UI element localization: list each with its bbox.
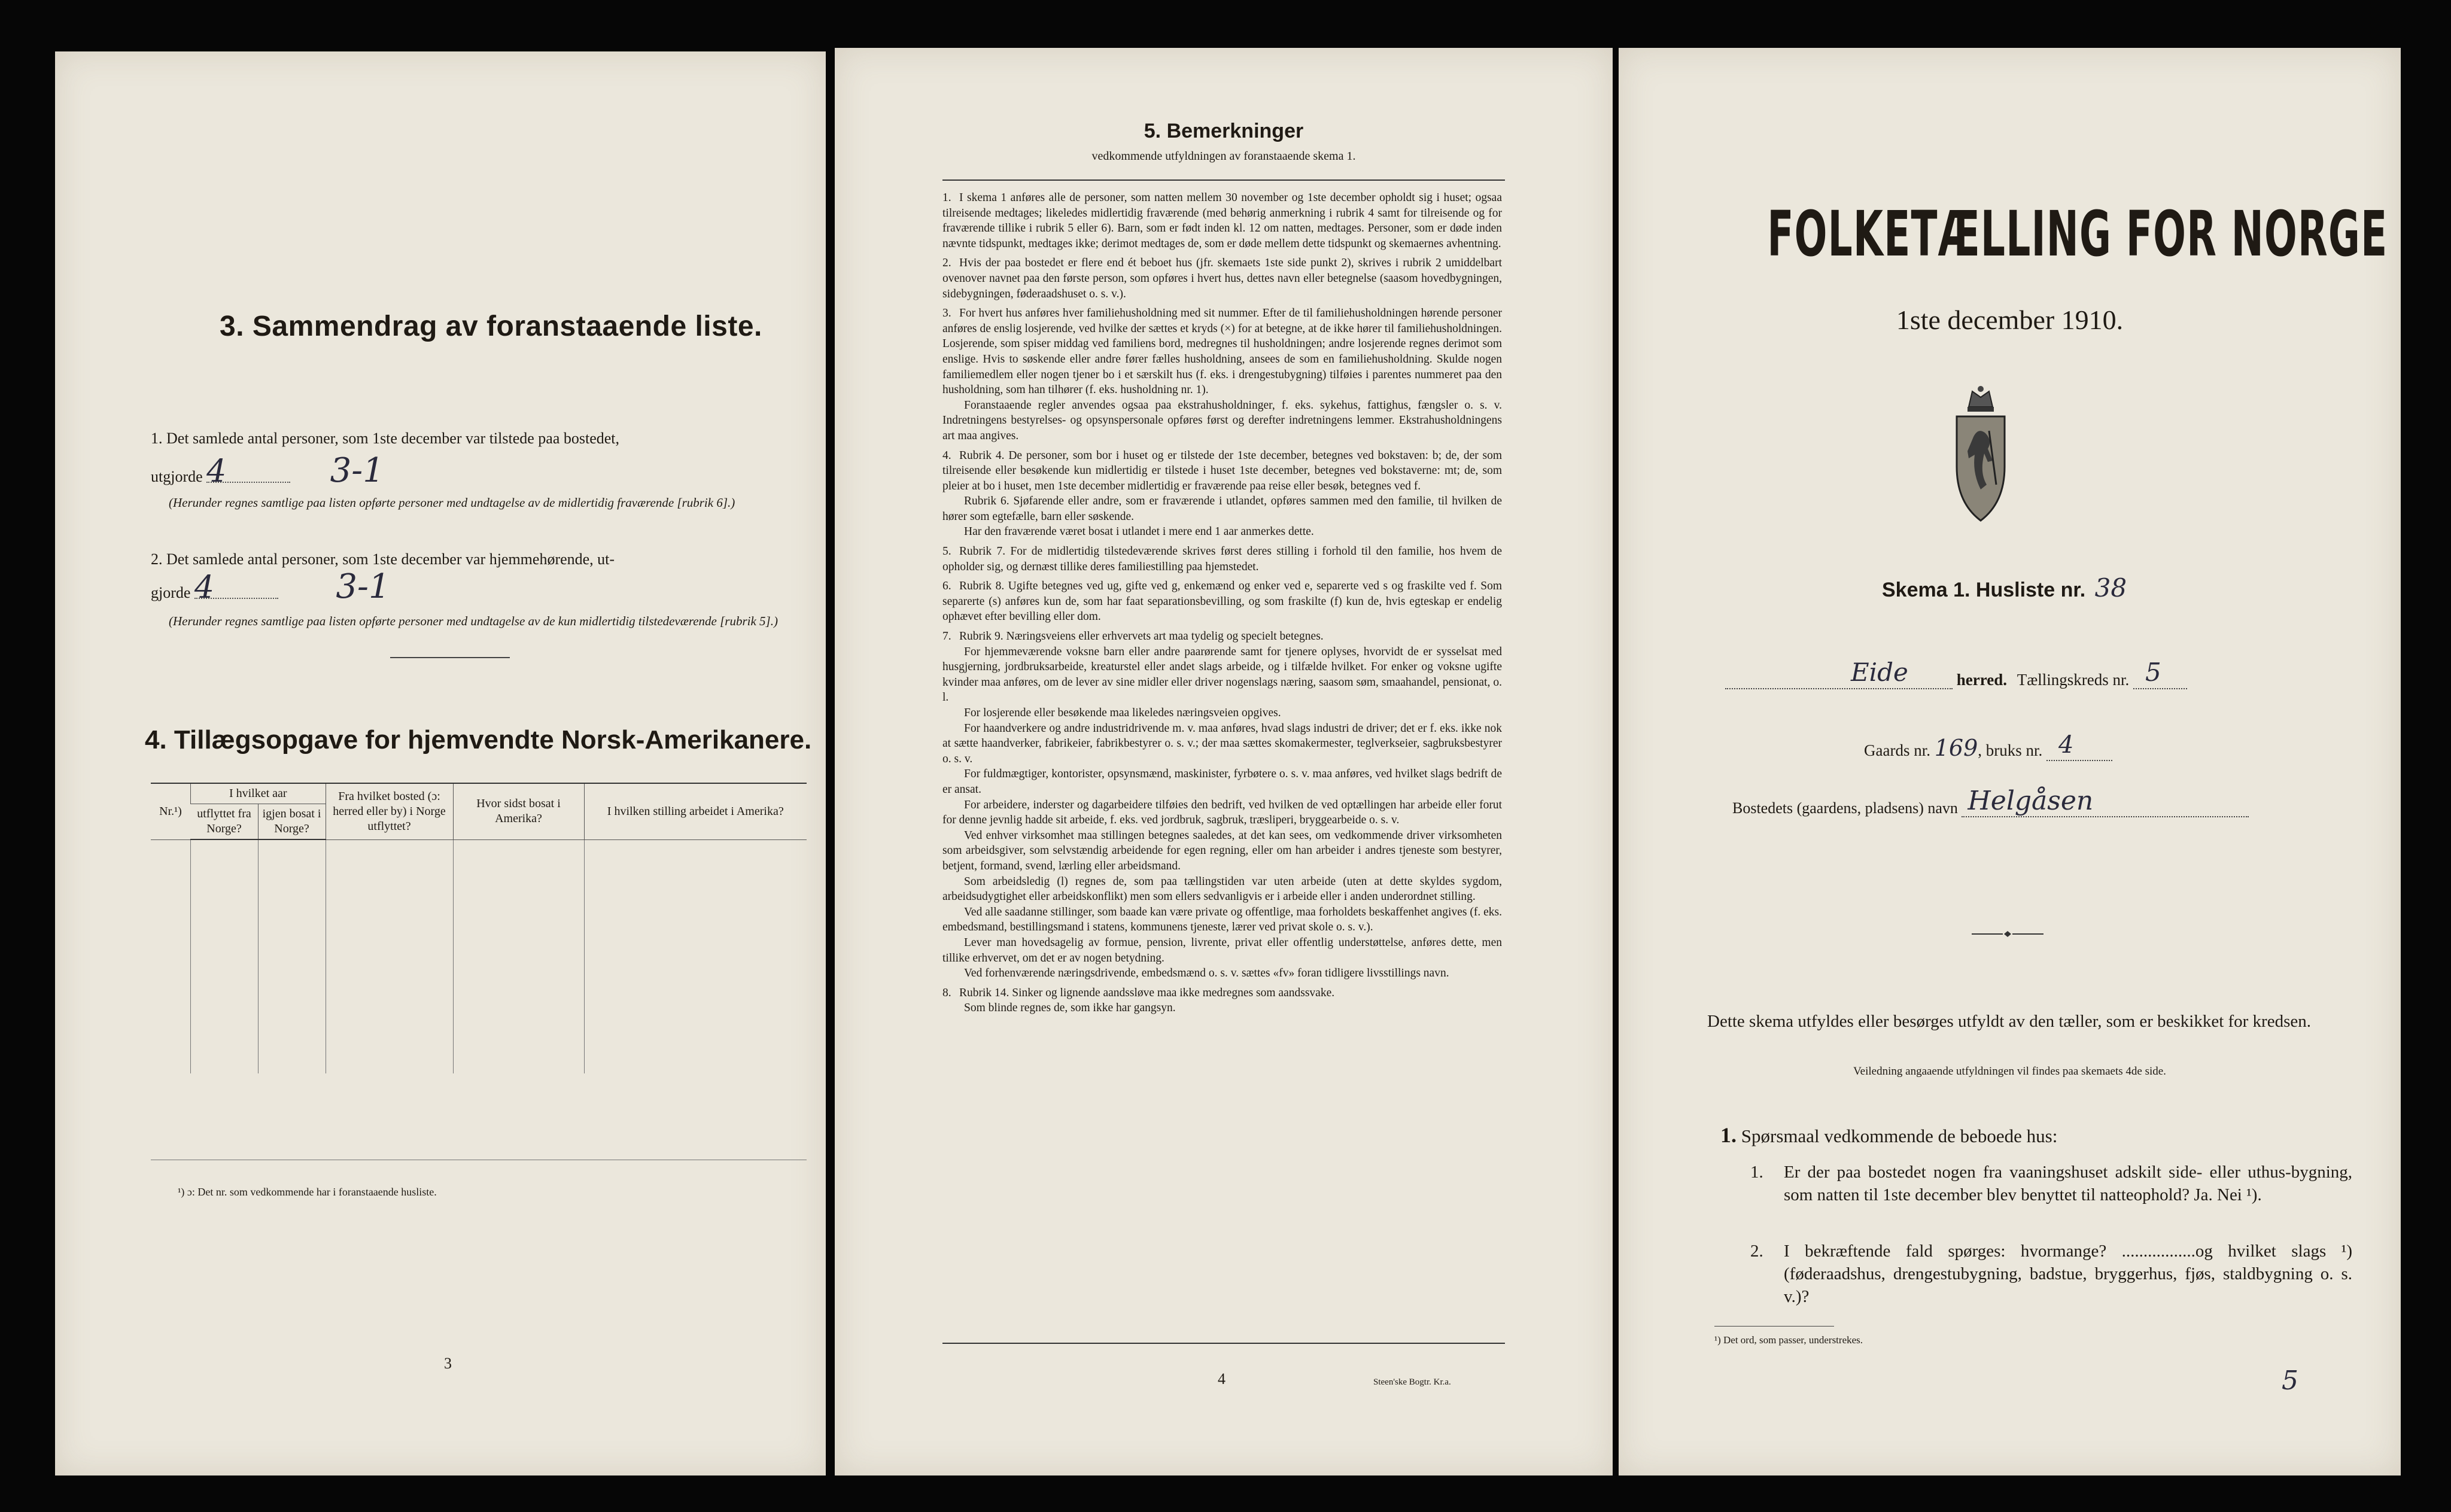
bruks-label: , bruks nr. (1978, 741, 2043, 759)
printer-mark: Steen'ske Bogtr. Kr.a. (1373, 1377, 1451, 1387)
question-2 (1750, 1240, 2355, 1318)
item1-text: 1. Det samlede antal personer, som 1ste december var tilstede paa bostedet, (151, 430, 620, 447)
remark-subparagraph: Ved forhenværende næringsdrivende, embedsmænd o. s. v. sættes «fv» foran tidligere livsstillings navn. (964, 967, 1449, 980)
remark-number: 7. (942, 630, 951, 643)
remark-item (942, 629, 1502, 644)
remark-subparagraph: Rubrik 6. Sjøfarende eller andre, som er fraværende i utlandet, opføres sammen med den familie, til hvilken de hører som egtefælle, barn eller søskende. (942, 495, 1502, 523)
remark-text: Rubrik 4. De personer, som bor i huset og er tilstede der 1ste december, betegnes ved bokstaven: b; de, der som tilreisende eller besøkende kun midlertidig er tilstede i huset 1ste december, betegnes ved bokstaverne: mt; de, som pleier at bo i huset, men 1ste december midlertidig er fraværende paa reise eller besøk, betegnes ved f. (942, 449, 1502, 492)
page-number-middle: 4 (1218, 1370, 1226, 1388)
norsk-amerikanere-table (151, 783, 807, 1073)
bruks-value: 4 (2058, 731, 2074, 759)
remark-number: 8. (942, 986, 951, 999)
top-rule (942, 180, 1505, 181)
herred-line (1725, 658, 2187, 689)
bottom-rule (942, 1343, 1505, 1344)
remark-number: 2. (942, 257, 951, 270)
q1-text: Er der paa bostedet nogen fra vaaningshuset adskilt side- eller uthus-bygning, som natten til 1ste december blev benyttet til natteophold? Ja. Nei ¹). (1784, 1163, 2352, 1204)
herred-value: Eide (1851, 658, 1908, 687)
item1-note: (Herunder regnes samtlige paa listen opførte personer med undtagelse av de midlertidig fraværende [rubrik 6].) (169, 495, 735, 510)
remark-subparagraph: Har den fraværende været bosat i utlandet i mere end 1 aar anmerkes dette. (964, 525, 1314, 539)
intro-text: Dette skema utfyldes eller besørges utfyldt av den tæller, som er beskikket for kredsen. (1707, 1012, 2311, 1031)
header-fra-bosted: Fra hvilket bosted (ɔ: herred eller by) i Norge utflyttet? (326, 783, 453, 839)
remark-text: For hvert hus anføres hver familiehusholdning med sit nummer. Efter de til familiehusholdningen hørende personer anføres de enslig losjerende, ved hvilke der sættes et kryds (×) for at betegne, at de ikke hører til familiehusholdningen. Losjerende, som spiser middag ved familiens bord, medregnes til husholdningen; andre losjerende regnes derimot som enslige. Hvis to søskende eller andre fører fælles husholdning, ansees de som en familiehusholdning. Skulde nogen familiemedlem eller nogen tjener bo i et særskilt hus (f. eks. i drengestubygning) tilføies i parentes nummeret paa den husholdning, som han tilhører (f. eks. husholdning nr. 1). (942, 307, 1502, 397)
q1-num: 1. (1750, 1163, 1763, 1182)
krets-value: 5 (2145, 658, 2161, 687)
page-left (55, 51, 826, 1476)
item2-prefix: gjorde (151, 584, 191, 601)
footnote-rule (1714, 1326, 1834, 1327)
divider (390, 657, 510, 658)
item2-text: 2. Det samlede antal personer, som 1ste december var hjemmehørende, ut- (151, 550, 615, 568)
header-stilling: I hvilken stilling arbeidet i Amerika? (584, 783, 807, 839)
question-heading-num: 1. (1720, 1123, 1737, 1147)
item1-hand-extra: 3-1 (330, 451, 384, 490)
question-heading (1720, 1122, 2057, 1148)
remark-text: Hvis der paa bostedet er flere end ét beboet hus (jfr. skemaets 1ste side punkt 2), skrives i rubrik 2 umiddelbart ovenover navnet paa den første person, som opføres i hvert hus, dettes navn eller betegnelse (saasom hovedbygningen, sidebygningen, føderaadshuset o. s. v.). (942, 257, 1502, 300)
item2-answer-line (151, 567, 785, 606)
section5-subtitle: vedkommende utfyldningen av foranstaaende skema 1. (1091, 150, 1356, 163)
remark-item (942, 544, 1502, 574)
table-row (151, 887, 807, 933)
main-title: FOLKETÆLLING FOR NORGE (1767, 197, 2388, 270)
skema-line (1882, 573, 2127, 603)
remark-subparagraph: For fuldmægtiger, kontorister, opsynsmænd, maskinister, fyrbøtere o. s. v. maa anføres, ved hvilket slags bedrift de er ansat. (942, 768, 1502, 796)
question-1 (1750, 1161, 2355, 1239)
remark-item (942, 579, 1502, 625)
remark-subparagraph: Foranstaaende regler anvendes ogsaa paa ekstrahusholdninger, f. eks. sykehus, fattighus, fængsler o. s. v. Indretningens bestyrelses- og opsynspersonale opføres først og derefter indretningens lemmer. Ekstrahusholdningens art maa angives. (942, 398, 1502, 442)
remark-text: Rubrik 9. Næringsveiens eller erhvervets art maa tydelig og specielt betegnes. (959, 630, 1324, 643)
item2-hand-value: 4 (194, 577, 278, 599)
header-igjen-bosat: igjen bosat i Norge? (258, 804, 326, 840)
bosted-value: Helgåsen (1968, 786, 2094, 816)
remark-number: 5. (942, 545, 951, 558)
table-row (151, 839, 807, 887)
krets-label: Tællingskreds nr. (2017, 671, 2130, 689)
remark-number: 3. (942, 307, 951, 320)
corner-mark: 5 (2282, 1365, 2298, 1396)
section4-title: 4. Tillægsopgave for hjemvendte Norsk-Amerikanere. (145, 725, 812, 755)
remark-item (942, 448, 1502, 494)
item2-hand-extra: 3-1 (336, 567, 390, 606)
header-utflyttet: utflyttet fra Norge? (191, 804, 259, 840)
husliste-nr: 38 (2094, 573, 2127, 603)
remark-number: 4. (942, 449, 951, 462)
gaards-line (1864, 731, 2112, 761)
header-hvor-sidst: Hvor sidst bosat i Amerika? (453, 783, 584, 839)
item1-answer-line (151, 451, 785, 490)
remark-subparagraph: Som blinde regnes de, som ikke har gangsyn. (964, 1002, 1176, 1015)
right-footnote: ¹) Det ord, som passer, understrekes. (1714, 1334, 1863, 1346)
remark-subparagraph: Som arbeidsledig (l) regnes de, som paa tællingstiden var uten arbeide (uten at dette skyldes sygdom, arbeidsudygtighet eller arbeidskonflikt) men som ellers sedvanligvis er i arbeide eller i anden underordnet stilling. (942, 875, 1502, 903)
norwegian-lion-crest-icon (1945, 383, 2017, 527)
remark-item (942, 255, 1502, 302)
section5-title: 5. Bemerkninger (1144, 120, 1304, 142)
question-heading-text: Spørsmaal vedkommende de beboede hus: (1741, 1125, 2058, 1146)
remark-item (942, 985, 1502, 1001)
remark-item (942, 190, 1502, 251)
intro-small: Veiledning angaaende utfyldningen vil findes paa skemaets 4de side. (1853, 1065, 2166, 1078)
remark-text: Rubrik 8. Ugifte betegnes ved ug, gifte ved g, enkemænd og enker ved e, separerte ved s og fraskilte ved f. Som separerte (s) anføres kun de, som har faat separationsbevilling, og som fraskilte (f) kun de, hvis egteskap er endelig ophævet efter bevilling eller dom. (942, 580, 1502, 623)
remark-subparagraph: For losjerende eller besøkende maa likeledes næringsveien opgives. (964, 707, 1281, 719)
skema-label: Skema 1. Husliste nr. (1882, 579, 2086, 601)
table-row (151, 933, 807, 980)
remark-subparagraph: Ved alle saadanne stillinger, som baade kan være private og offentlige, maa forholdets beskaffenhet angives (f. eks. embedsmand, bestillingsmand i statens, kommunens tjeneste, lærer ved privat skole o. s. v.). (942, 905, 1502, 934)
item2-note: (Herunder regnes samtlige paa listen opførte personer med undtagelse av de kun midlertidig tilstedeværende [rubrik 5].) (169, 614, 778, 628)
gaards-value: 169 (1934, 735, 1978, 761)
page-middle (835, 48, 1613, 1476)
item1-prefix: utgjorde (151, 468, 203, 485)
remark-text: I skema 1 anføres alle de personer, som natten mellem 30 november og 1ste december opholdt sig i huset; ogsaa tilreisende medtages; likeledes midlertidig fraværende (med behørig anmerkning i rubrik 4 samt for tilreisende og for fraværende tillike i rubrik 5 eller 6). Barn, som er født inden kl. 12 om natten, medtages. Personer, som er døde inden nævnte tidspunkt, medtages ikke; derimot medtages de, som er døde mellem dette tidspunkt og skemaernes avhentning. (942, 191, 1502, 250)
remark-subparagraph: For hjemmeværende voksne barn eller andre paarørende samt for tjenere oplyses, hvorvidt de er sysselsat med husgjerning, jordbruksarbeide, kreaturstel eller andet slags arbeide, og i tilfælde hvilket. For enker og voksne ugifte kvinder maa anføres, om de lever av sine midler eller driver nogenslags næring, saasom søm, smaahandel, pensionat, o. l. (942, 645, 1502, 704)
bosted-label: Bostedets (gaardens, pladsens) navn (1732, 799, 1958, 817)
herred-label: herred. (1956, 671, 2007, 689)
table-row (151, 1027, 807, 1073)
remark-text: Rubrik 14. Sinker og lignende aandssløve maa ikke medregnes som aandssvake. (959, 986, 1335, 999)
header-hvilket-aar: I hvilket aar (191, 783, 326, 804)
remark-subparagraph: Lever man hovedsagelig av formue, pension, livrente, privat eller offentlig understøttelse, anføres dette, men tillike erhvervet, om det er av nogen betydning. (942, 936, 1502, 965)
remark-number: 6. (942, 580, 951, 593)
left-footnote: ¹) ɔ: Det nr. som vedkommende har i foranstaaende husliste. (178, 1186, 437, 1198)
page-number-left: 3 (444, 1355, 452, 1372)
q2-num: 2. (1750, 1242, 1763, 1261)
remark-item (942, 306, 1502, 398)
item1-hand-value: 4 (206, 461, 290, 483)
remark-subparagraph: Ved enhver virksomhet maa stillingen betegnes saaledes, at det kan sees, om vedkommende driver virksomheten som arbeidsgiver, som selvstændig arbeidende for egen regning, eller om han arbeider i andres tjeneste som bestyrer, betjent, formand, svend, lærling eller arbeidsmand. (942, 829, 1502, 872)
census-date: 1ste december 1910. (1896, 305, 2124, 335)
table-row (151, 980, 807, 1027)
bosted-line (1732, 786, 2249, 817)
ornament-divider-icon (1972, 930, 2043, 938)
q2-text: I bekræftende fald spørges: hvormange? .................og hvilket slags ¹) (føderaadshus, drengestubygning, badstue, bryggerhus, fjøs, staldbygning o. s. v.)? (1784, 1242, 2352, 1306)
remark-text: Rubrik 7. For de midlertidig tilstedeværende skrives først deres stilling i forhold til den familie, hos hvem de opholder sig, og dernæst tillike deres familiestilling paa hjemstedet. (942, 545, 1502, 573)
section3-title: 3. Sammendrag av foranstaaende liste. (220, 311, 762, 342)
page-right (1619, 48, 2401, 1476)
remark-subparagraph: For haandverkere og andre industridrivende m. v. maa anføres, hvad slags industri de driver; det er f. eks. ikke nok at sætte haandverker, fabrikeier, fabrikbestyrer o. s. v.; der maa sættes skomakermester, teglverkseier, sagbruksbestyrer o. s. v. (942, 722, 1502, 765)
remark-number: 1. (942, 191, 951, 204)
gaards-label: Gaards nr. (1864, 741, 1930, 759)
header-nr: Nr.¹) (151, 783, 191, 839)
remark-subparagraph: For arbeidere, inderster og dagarbeidere tilføies den bedrift, ved hvilken de ved optællingen har arbeide eller forut for denne jevnlig hadde sit arbeide, f. eks. ved jordbruk, sagbruk, træsliperi, bryggearbeide o. s. v. (942, 798, 1502, 827)
remarks-list (942, 190, 1502, 1020)
